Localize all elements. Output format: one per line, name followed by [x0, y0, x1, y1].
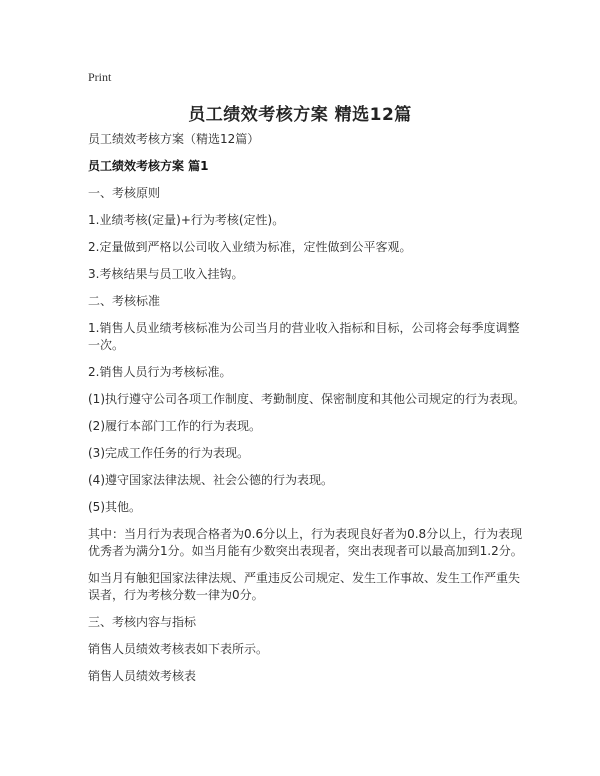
paragraph: (2)履行本部门工作的行为表现。 — [88, 419, 261, 433]
document-body — [88, 131, 528, 695]
paragraph: 3.考核结果与员工收入挂钩。 — [88, 267, 244, 281]
paragraph: (4)遵守国家法律法规、社会公德的行为表现。 — [88, 473, 333, 487]
paragraph: 1.业绩考核(定量)+行为考核(定性)。 — [88, 213, 285, 227]
paragraph: (5)其他。 — [88, 500, 141, 514]
paragraph: 其中：当月行为表现合格者为0.6分以上，行为表现良好者为0.8分以上，行为表现优秀者为满分1分。如当月能有少数突出表现者，突出表现者可以最高加到1.2分。 — [88, 527, 523, 558]
paragraph: 2.定量做到严格以公司收入业绩为标准，定性做到公平客观。 — [88, 240, 412, 254]
document-title: 员工绩效考核方案 精选12篇 — [188, 105, 412, 125]
print-label: Print — [88, 70, 112, 84]
section-heading: 员工绩效考核方案 篇1 — [88, 159, 209, 173]
paragraph: 1.销售人员业绩考核标准为公司当月的营业收入指标和目标，公司将会每季度调整一次。 — [88, 321, 520, 352]
paragraph: 三、考核内容与指标 — [88, 615, 197, 629]
paragraph: (3)完成工作任务的行为表现。 — [88, 446, 249, 460]
paragraph: 二、考核标准 — [88, 294, 161, 308]
paragraph: 销售人员绩效考核表 — [88, 669, 197, 683]
paragraph: 销售人员绩效考核表如下表所示。 — [88, 642, 269, 656]
paragraph: 一、考核原则 — [88, 186, 161, 200]
paragraph-subtitle: 员工绩效考核方案（精选12篇） — [88, 132, 260, 146]
paragraph: 如当月有触犯国家法律法规、严重违反公司规定、发生工作事故、发生工作严重失误者，行为考核分数一律为0分。 — [88, 571, 521, 602]
paragraph: 2.销售人员行为考核标准。 — [88, 365, 232, 379]
paragraph: (1)执行遵守公司各项工作制度、考勤制度、保密制度和其他公司规定的行为表现。 — [88, 392, 526, 406]
